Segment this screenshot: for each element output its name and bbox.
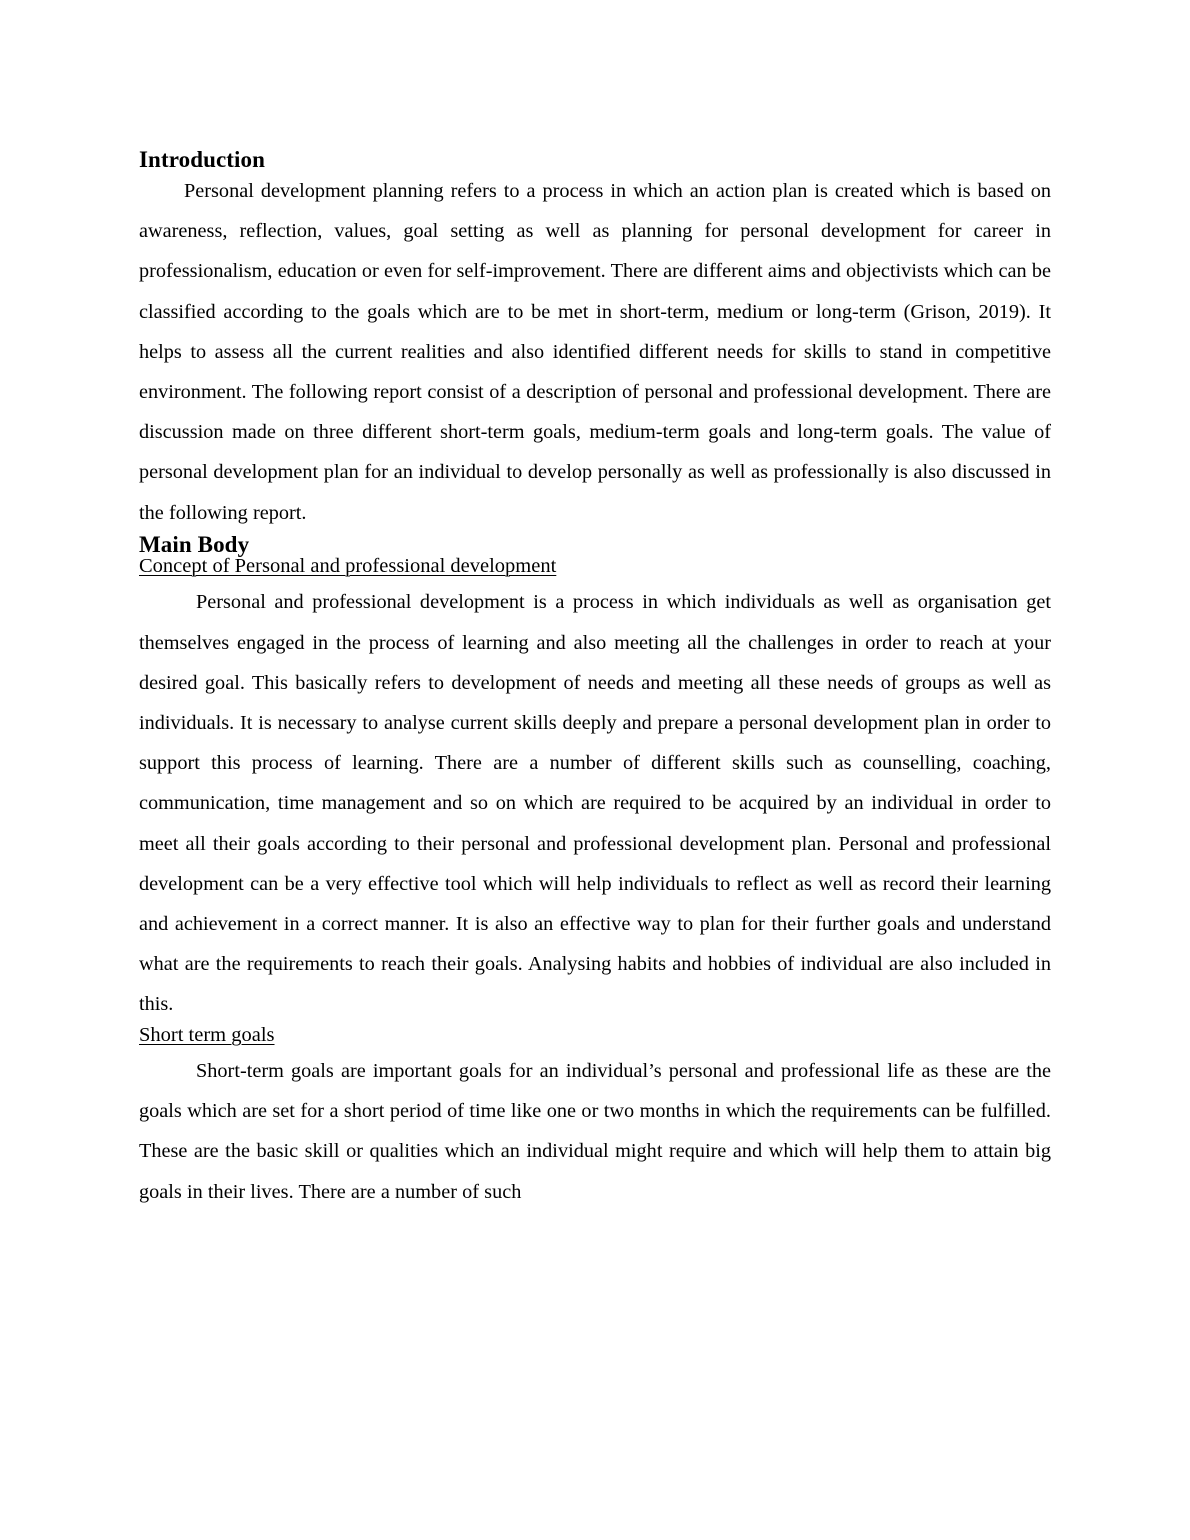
subsection-heading-concept-of-personal-and-professional-development bbox=[139, 556, 1051, 577]
subsection-heading-text: Concept of Personal and professional development bbox=[139, 554, 557, 577]
paragraph-concept-1: Personal and professional development is a process in which individuals as well as organisation get themselves engaged in the process of learning and also meeting all the challenges in order to reach at your desired goal. This basically refers to development of needs and meeting all these needs of groups as well as individuals. It is necessary to analyse current skills deeply and prepare a personal development plan in order to support this process of learning. There are a number of different skills such as counselling, coaching, communication, time management and so on which are required to be acquired by an individual in order to meet all their goals according to their personal and professional development plan. Personal and professional development can be a very effective tool which will help individuals to reflect as well as record their learning and achievement in a correct manner. It is also an effective way to plan for their further goals and understand what are the requirements to reach their goals. Analysing habits and hobbies of individual are also included in this. bbox=[139, 591, 1051, 1016]
section-heading-main-body: Main Body bbox=[139, 531, 250, 557]
paragraph-introduction-1: Personal development planning refers to a process in which an action plan is created which is based on awareness, reflection, values, goal setting as well as planning for personal development for career in professionalism, education or even for self-improvement. There are different aims and objectivists which can be classified according to the goals which are to be met in short-term, medium or long-term (Grison, 2019). It helps to assess all the current realities and also identified different needs for skills to stand in competitive environment. The following report consist of a description of personal and professional development. There are discussion made on three different short-term goals, medium-term goals and long-term goals. The value of personal development plan for an individual to develop personally as well as professionally is also discussed in the following report. bbox=[139, 180, 1051, 524]
paragraph-short-term-goals-1: Short-term goals are important goals for an individual’s personal and professional life as these are the goals which are set for a short period of time like one or two months in which the requirements can be fulfilled. These are the basic skill or qualities which an individual might require and which will help them to attain big goals in their lives. There are a number of such bbox=[139, 1060, 1051, 1203]
subsection-heading-short-term-goals bbox=[139, 1025, 1051, 1046]
section-heading-introduction: Introduction bbox=[139, 147, 266, 172]
subsection-heading-text: Short term goals bbox=[139, 1023, 275, 1046]
document-body bbox=[139, 148, 1051, 1212]
